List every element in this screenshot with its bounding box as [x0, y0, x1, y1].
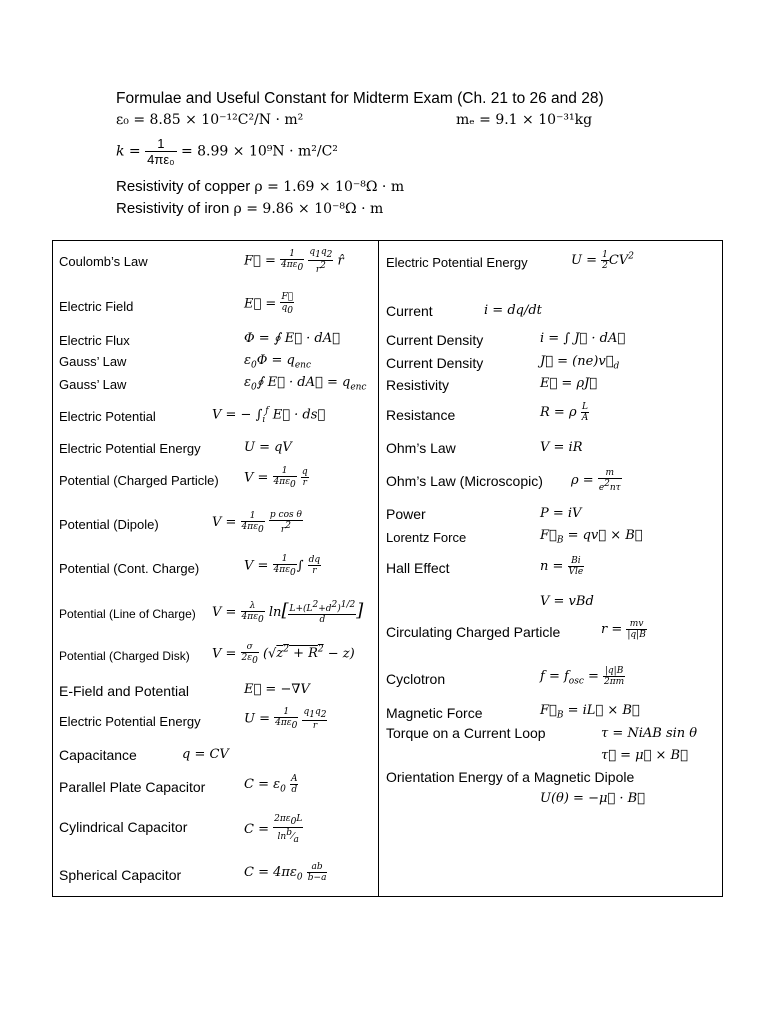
spherical-capacitor-formula: $C = 4\pi\varepsilon_0$ $\frac{ab}{b-a}$ — [244, 862, 327, 883]
capacitor-energy-formula: U = $\frac{1}{2}$ $CV^2$ — [571, 250, 634, 271]
line-charge-potential-formula: V = $\frac{\lambda}{4\pi\varepsilon_0}$ ln[ $\frac{L+(L^2+d^2)^{1/2}}{d}$ ] — [212, 600, 364, 625]
left-label-13: Electric Potential Energy — [59, 714, 201, 729]
copper-resistivity: Resistivity of copper ρ = 1.69 × 10⁻⁸Ω · m — [116, 178, 405, 195]
current-density-drift-formula: J⃗ = $(ne)v⃗_d$ — [540, 354, 620, 372]
magnetic-force-formula: $F⃗_B$ = iL⃗ × B⃗ — [540, 703, 640, 721]
electric-flux-formula: Φ = ∮ E⃗ · dA⃗ — [244, 331, 340, 346]
iron-resistivity: Resistivity of iron ρ = 9.86 × 10⁻⁸Ω · m — [116, 200, 384, 217]
left-label-2: Electric Flux — [59, 333, 130, 348]
dipole-potential-formula: V = $\frac{1}{4\pi\varepsilon_0}$ $\frac{\text{p cos θ}}{r^2}$ — [212, 510, 302, 535]
right-label-10: Hall Effect — [386, 560, 450, 576]
hall-voltage-formula: V = vBd — [540, 594, 594, 609]
electric-field-formula: E⃗ = $\frac{F⃗}{q_0}$ — [244, 292, 294, 316]
left-label-4: Gauss’ Law — [59, 377, 127, 392]
right-label-17: Orientation Energy of a Magnetic Dipole — [386, 769, 635, 785]
right-label-5: Resistance — [386, 407, 456, 423]
point-charge-potential-formula: V = $\frac{1}{4\pi\varepsilon_0}$ $\frac{q}{r}$ — [244, 466, 308, 490]
right-label-2: Current Density — [386, 332, 484, 348]
right-label-9: Lorentz Force — [386, 530, 467, 545]
left-label-15: Parallel Plate Capacitor — [59, 779, 206, 795]
electron-mass-constant: mₑ = 9.1 × 10⁻³¹kg — [456, 112, 593, 128]
right-label-3: Current Density — [386, 355, 484, 371]
right-label-4: Resistivity — [386, 377, 450, 393]
left-label-11: Potential (Charged Disk) — [59, 649, 190, 663]
right-label-6: Ohm’s Law — [386, 440, 456, 456]
parallel-plate-formula: $C = \varepsilon_0$ $\frac{A}{d}$ — [244, 774, 298, 795]
gauss-law-integral-formula: $\varepsilon_0∮$ E⃗ · dA⃗ = $q_{enc}$ — [244, 375, 367, 393]
left-label-16: Cylindrical Capacitor — [59, 819, 188, 835]
left-label-9: Potential (Cont. Charge) — [59, 561, 200, 576]
potential-energy-formula: U = qV — [244, 440, 292, 455]
continuous-charge-potential-formula: V = $\frac{1}{4\pi\varepsilon_0}$ ∫ $\frac{dq}{r}$ — [244, 554, 321, 578]
right-label-14: Magnetic Force — [386, 705, 483, 721]
gauss-law-formula: $\varepsilon_0\Phi = q_{enc}$ — [244, 353, 312, 371]
resistivity-formula: E⃗ = ρJ⃗ — [540, 376, 598, 391]
disk-potential-formula: V = $\frac{\sigma}{2\varepsilon_0}$ $(√z^2 + R^2 - z)$ — [212, 642, 355, 666]
left-label-17: Spherical Capacitor — [59, 867, 182, 883]
electric-potential-formula: V = − $\int_i^f$ E⃗ · ds⃗ — [212, 406, 326, 425]
cylindrical-capacitor-formula: C = $\frac{2\pi\varepsilon_0L}{\ln^b⁄_a}$ — [244, 814, 303, 845]
capacitance-formula: q = CV — [182, 747, 229, 762]
left-label-7: Potential (Charged Particle) — [59, 473, 219, 488]
left-label-12: E-Field and Potential — [59, 683, 189, 699]
right-label-7: Ohm’s Law (Microscopic) — [386, 473, 543, 489]
left-label-6: Electric Potential Energy — [59, 441, 201, 456]
pair-potential-energy-formula: U = $\frac{1}{4\pi\varepsilon_0}$ $\frac{q_1q_2}{r}$ — [244, 707, 327, 731]
epsilon0-constant: ε₀ = 8.85 × 10⁻¹²C²/N · m² — [116, 112, 304, 128]
left-label-8: Potential (Dipole) — [59, 517, 159, 532]
page-title: Formulae and Useful Constant for Midterm Exam (Ch. 21 to 26 and 28) — [116, 90, 604, 107]
circulating-particle-formula: r = $\frac{mv}{|q|B}$ — [601, 619, 646, 640]
left-label-1: Electric Field — [59, 299, 134, 314]
lorentz-force-formula: $F⃗_B$ = qv⃗ × B⃗ — [540, 528, 643, 546]
dipole-energy-formula: U(θ) = −μ⃗ · B⃗ — [540, 791, 645, 806]
coulomb-law-formula: F⃗ = $\frac{1}{4\pi\varepsilon_0}$ $\frac{q_1q_2}{r^2}$ r̂ — [244, 247, 344, 275]
left-label-0: Coulomb’s Law — [59, 254, 148, 269]
left-label-14: Capacitance — [59, 747, 137, 763]
power-formula: P = iV — [540, 506, 582, 521]
ohms-law-formula: V = iR — [540, 440, 583, 455]
field-potential-formula: E⃗ = −∇V — [244, 682, 310, 697]
left-label-3: Gauss’ Law — [59, 354, 127, 369]
right-label-8: Power — [386, 506, 426, 522]
cyclotron-formula: $f = f_{osc}$ = $\frac{|q|B}{2\pi m}$ — [540, 666, 625, 687]
right-label-15: Torque on a Current Loop — [386, 725, 546, 741]
right-label-1: Current — [386, 303, 433, 319]
current-formula: i = dq/dt — [484, 303, 542, 318]
microscopic-ohms-law-formula: ρ = $\frac{m}{e^2n\tau}$ — [571, 468, 621, 493]
torque-formula: τ = NiAB sin θ — [601, 726, 698, 741]
left-label-10: Potential (Line of Charge) — [59, 607, 196, 621]
right-label-13: Cyclotron — [386, 671, 446, 687]
hall-effect-formula: n = $\frac{Bi}{\text{Vle}}$ — [540, 556, 584, 577]
resistance-formula: R = ρ $\frac{L}{A}$ — [540, 402, 589, 423]
torque-vector-formula: τ⃗ = μ⃗ × B⃗ — [601, 748, 688, 763]
column-divider — [378, 240, 379, 897]
left-label-5: Electric Potential — [59, 409, 156, 424]
right-label-12: Circulating Charged Particle — [386, 624, 561, 640]
current-density-integral-formula: i = ∫ J⃗ · dA⃗ — [540, 331, 626, 346]
right-label-0: Electric Potential Energy — [386, 255, 528, 270]
coulomb-constant: k = $\frac{1}{\text{4πε₀}}$ = 8.99 × 10⁹N · m²/C² — [116, 136, 338, 167]
